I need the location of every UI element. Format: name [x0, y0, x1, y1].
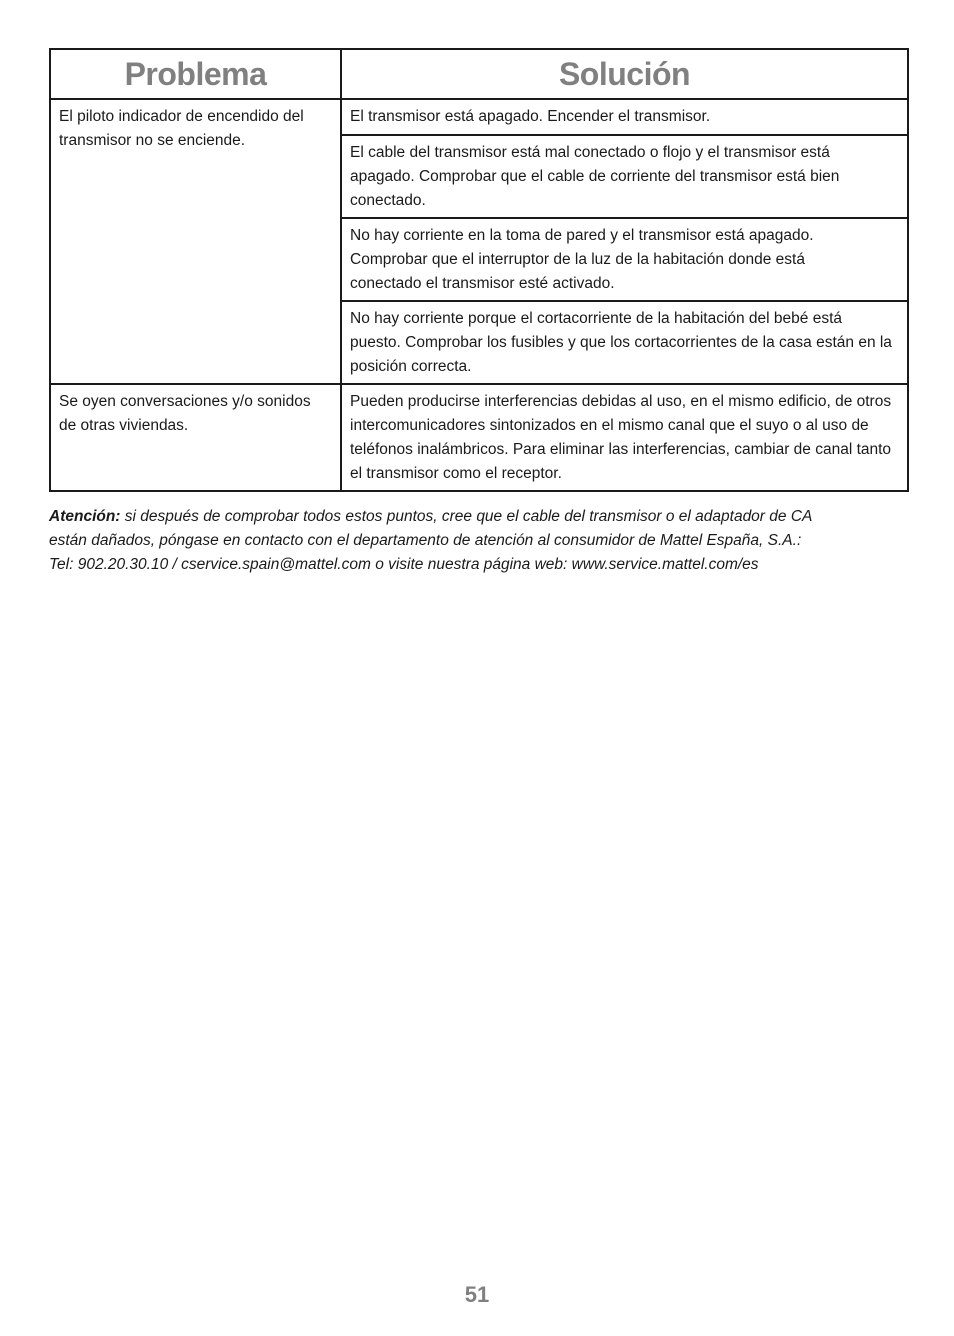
solution-cell [341, 99, 908, 135]
solution-text: El transmisor está apagado. Encender el transmisor. [350, 108, 711, 125]
problem-text: El piloto indicador de encendido del transmisor no se enciende. [59, 108, 304, 149]
troubleshooting-table [49, 48, 909, 492]
note-line-1 [49, 505, 812, 529]
problem-text: Se oyen conversaciones y/o sonidos de otras viviendas. [59, 393, 311, 434]
header-solution: Solución [341, 49, 908, 99]
table-row [50, 99, 908, 135]
note-text-1: si después de comprobar todos estos puntos, cree que el cable del transmisor o el adaptador de CA [124, 508, 813, 525]
problem-cell [50, 384, 341, 491]
attention-note [49, 505, 907, 577]
table-header-row [50, 49, 908, 99]
page-number: 51 [464, 1282, 490, 1307]
problem-cell [50, 99, 341, 384]
solution-cell [341, 301, 908, 384]
note-line-3: Tel: 902.20.30.10 / cservice.spain@mattel.com o visite nuestra página web: www.service.mattel.com/es [49, 556, 759, 573]
note-label: Atención: [49, 508, 121, 525]
header-problem: Problema [50, 49, 341, 99]
solution-cell [341, 384, 908, 491]
page-content [49, 48, 907, 577]
solution-cell [341, 135, 908, 218]
note-line-2: están dañados, póngase en contacto con el departamento de atención al consumidor de Mattel España, S.A.: [49, 532, 802, 549]
solution-text: No hay corriente porque el cortacorriente de la habitación del bebé está puesto. Comprobar los fusibles y que los cortacorrientes de la casa están en la posición correcta. [350, 310, 892, 375]
solution-text: No hay corriente en la toma de pared y el transmisor está apagado. Comprobar que el interruptor de la luz de la habitación donde está conectado el transmisor esté activado. [350, 227, 814, 292]
solution-text: Pueden producirse interferencias debidas al uso, en el mismo edificio, de otros intercomunicadores sintonizados en el mismo canal que el suyo o al uso de teléfonos inalámbricos. Para eliminar las interferencias, cambiar de canal tanto el transmisor como el receptor. [350, 393, 892, 482]
solution-text: El cable del transmisor está mal conectado o flojo y el transmisor está apagado. Comprobar que el cable de corriente del transmisor está bien conectado. [350, 144, 840, 209]
solution-cell [341, 218, 908, 301]
table-row [50, 384, 908, 491]
